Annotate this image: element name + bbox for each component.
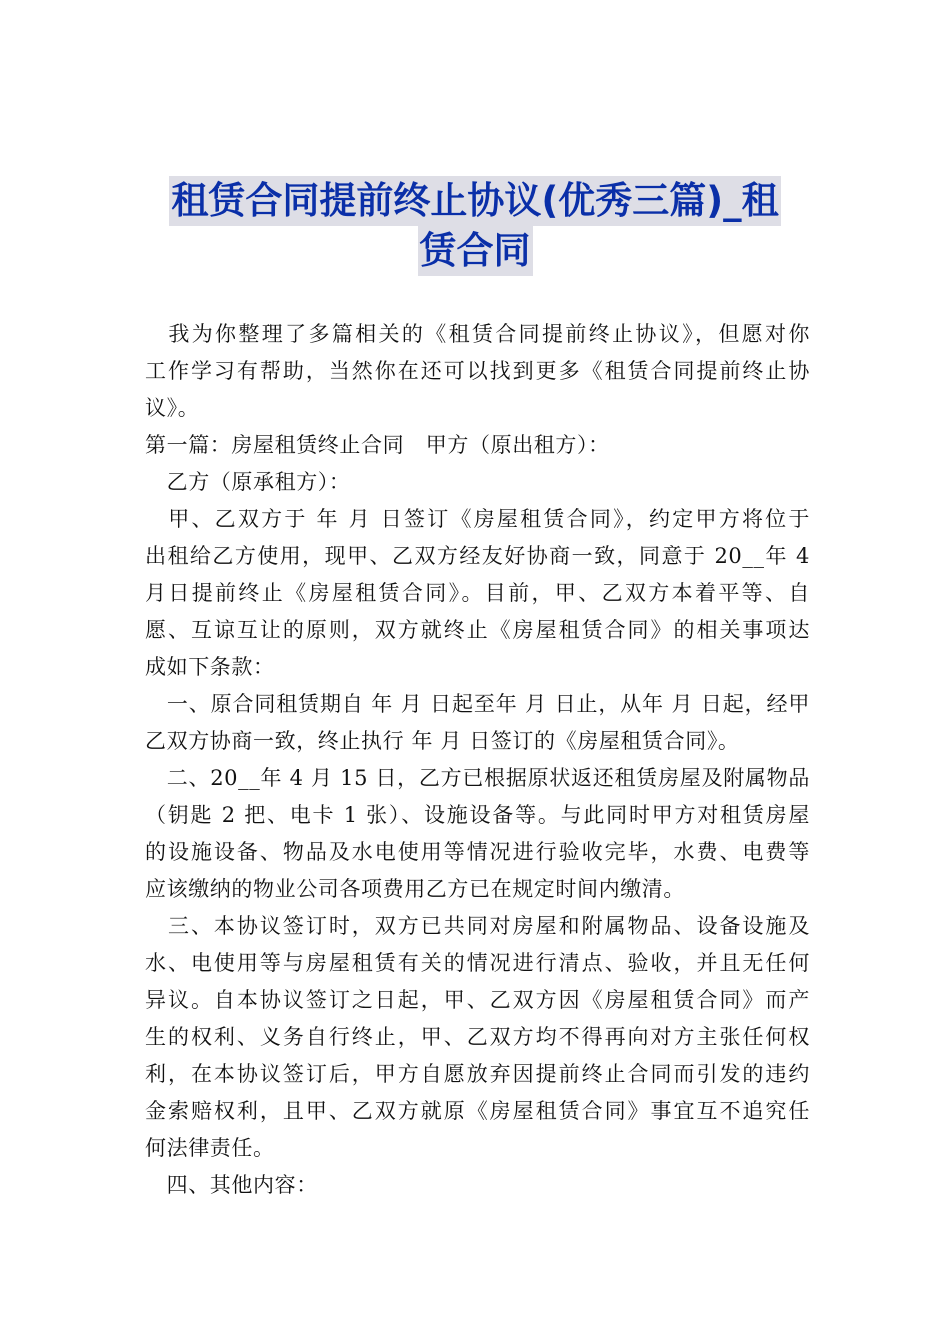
paragraph-line: 我为你整理了多篇相关的《租赁合同提前终止协议》，但愿对你: [145, 322, 810, 346]
paragraph-line: 议》。: [145, 396, 200, 420]
paragraph-line: 二、20__年 4 月 15 日，乙方已根据原状返还租赁房屋及附属物品: [145, 766, 810, 790]
paragraph-line: 四、其他内容：: [145, 1173, 318, 1197]
document-body: [145, 316, 810, 1204]
paragraph-line: 生的权利、义务自行终止，甲、乙双方均不得再向对方主张任何权: [145, 1025, 810, 1049]
paragraph-line: 乙双方协商一致，终止执行 年 月 日签订的《房屋租赁合同》。: [145, 729, 740, 753]
document-title: [120, 176, 830, 276]
paragraph-line: 应该缴纳的物业公司各项费用乙方已在规定时间内缴清。: [145, 877, 685, 901]
paragraph-line: 愿、互谅互让的原则，双方就终止《房屋租赁合同》的相关事项达: [145, 618, 810, 642]
paragraph-line: 工作学习有帮助，当然你在还可以找到更多《租赁合同提前终止协: [145, 359, 810, 383]
paragraph-line: 成如下条款：: [145, 655, 275, 679]
paragraph-line: 月日提前终止《房屋租赁合同》。目前，甲、乙双方本着平等、自: [145, 581, 810, 605]
paragraph-line: 异议。自本协议签订之日起，甲、乙双方因《房屋租赁合同》而产: [145, 988, 810, 1012]
title-line-1: 租赁合同提前终止协议(优秀三篇)_租: [169, 176, 780, 226]
paragraph-line: 出租给乙方使用，现甲、乙双方经友好协商一致，同意于 20__年 4: [145, 544, 810, 568]
paragraph-line: 甲、乙双方于 年 月 日签订《房屋租赁合同》，约定甲方将位于: [145, 507, 810, 531]
paragraph-line: 乙方（原承租方）：: [145, 470, 351, 494]
paragraph-line: （钥匙 2 把、电卡 1 张）、设施设备等。与此同时甲方对租赁房屋: [145, 803, 810, 827]
paragraph-line: 金索赔权利，且甲、乙双方就原《房屋租赁合同》事宜互不追究任: [145, 1099, 810, 1123]
paragraph-line: 何法律责任。: [145, 1136, 275, 1160]
paragraph-line: 三、本协议签订时，双方已共同对房屋和附属物品、设备设施及: [145, 914, 810, 938]
paragraph-line: 一、原合同租赁期自 年 月 日起至年 月 日止，从年 月 日起，经甲: [145, 692, 810, 716]
paragraph-line: 利，在本协议签订后，甲方自愿放弃因提前终止合同而引发的违约: [145, 1062, 810, 1086]
paragraph-line: 的设施设备、物品及水电使用等情况进行验收完毕，水费、电费等: [145, 840, 810, 864]
title-line-2: 赁合同: [418, 226, 533, 276]
section-heading: 第一篇：房屋租赁终止合同 甲方（原出租方）：: [145, 433, 610, 457]
paragraph-line: 水、电使用等与房屋租赁有关的情况进行清点、验收，并且无任何: [145, 951, 810, 975]
